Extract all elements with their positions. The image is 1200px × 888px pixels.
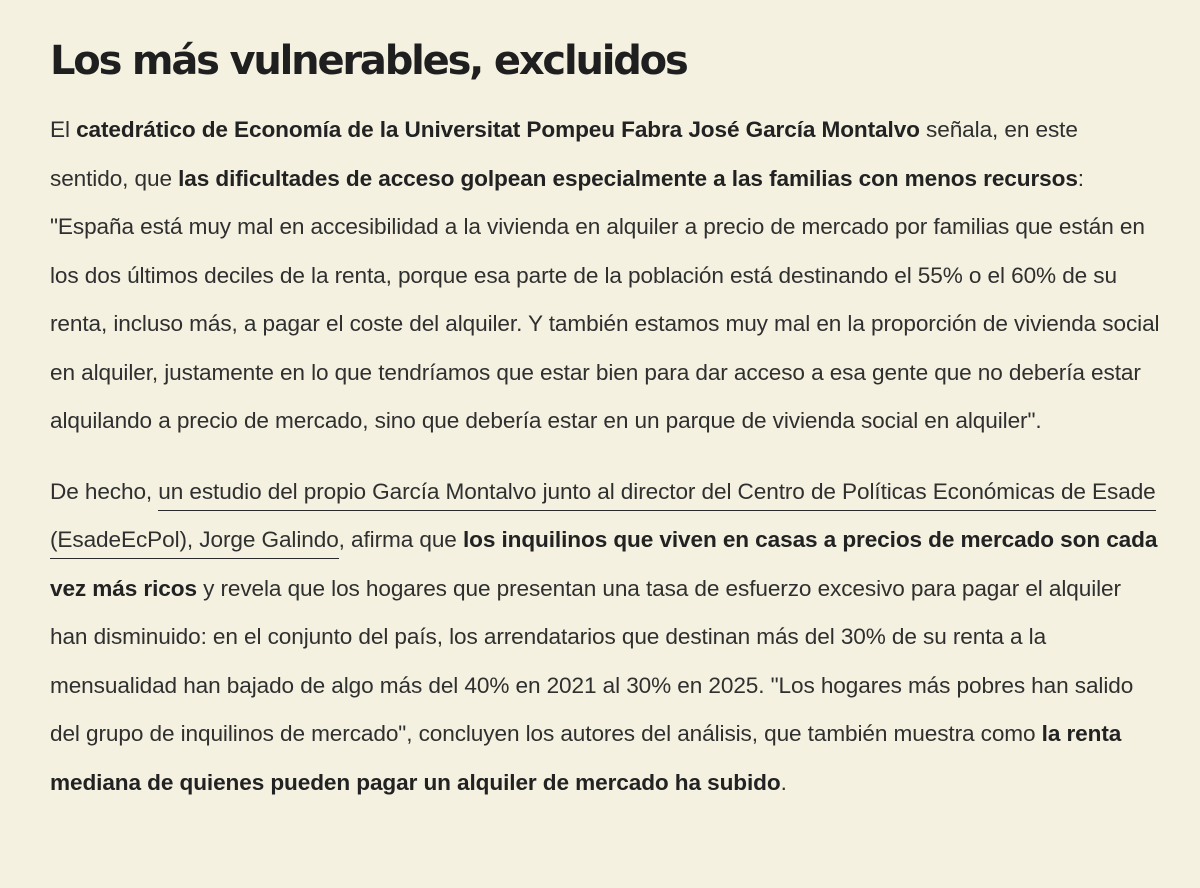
para2-text-4: . — [780, 769, 787, 795]
article-body — [50, 30, 1160, 829]
section-heading: Los más vulnerables, excluidos — [50, 38, 687, 84]
para1-bold-2: las dificultades de acceso golpean especialmente a las familias con menos recursos — [178, 165, 1078, 191]
para2-text-3: y revela que los hogares que presentan una tasa de esfuerzo excesivo para pagar el alquiler han disminuido: en el conjunto del país, los arrendatarios que destinan más del 30% de su renta a la mensualidad han bajado de algo más del 40% en 2021 al 30% en 2025. "Los hogares más pobres han salido del grupo de inquilinos de mercado", concluyen los autores del análisis, que también muestra como — [50, 575, 1134, 746]
para2-bold-1: los inquilinos que viven en casas a precios de mercado son cada vez más ricos — [50, 527, 1158, 601]
para2-text-2: , afirma que — [338, 527, 463, 552]
paragraph-1 — [50, 106, 1160, 446]
para1-text-2: señala, en este sentido, que — [50, 117, 1078, 191]
para2-bold-2: la renta mediana de quienes pueden pagar un alquiler de mercado ha subido — [50, 721, 1122, 795]
paragraph-2 — [50, 468, 1160, 808]
study-link[interactable]: un estudio del propio García Montalvo junto al director del Centro de Políticas Económicas de Esade (EsadeEcPol), Jorge Galindo — [50, 479, 1156, 560]
para1-text-3: : "España está muy mal en accesibilidad a la vivienda en alquiler a precio de mercado por familias que están en los dos últimos deciles de la renta, porque esa parte de la población está destinando el 55% o el 60% de su renta, incluso más, a pagar el coste del alquiler. Y también estamos muy mal en la proporción de vivienda social en alquiler, justamente en lo que tendríamos que estar bien para dar acceso a esa gente que no debería estar alquilando a precio de mercado, sino que debería estar en un parque de vivienda social en alquiler". — [50, 165, 1160, 433]
para2-text-1: De hecho, — [50, 478, 159, 504]
para1-bold-1: catedrático de Economía de la Universitat Pompeu Fabra José García Montalvo — [76, 117, 920, 142]
para1-text-1: El — [50, 117, 77, 142]
